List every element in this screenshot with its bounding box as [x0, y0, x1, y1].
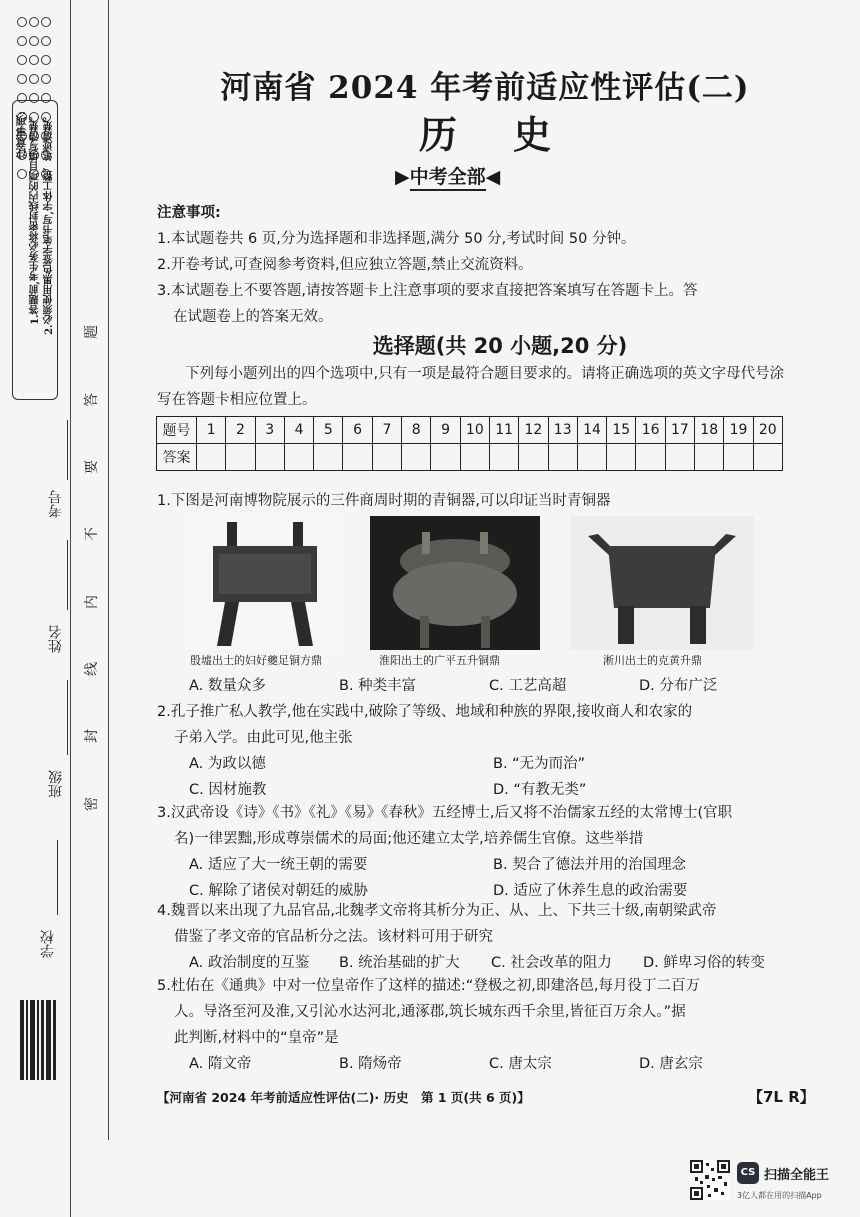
question-1-options	[157, 673, 797, 699]
seal-char: 答	[84, 393, 100, 407]
note-item: 2.开卷考试,可查阅参考资料,但应独立答题,禁止交流资料。	[157, 257, 533, 273]
question-number: 8	[402, 417, 431, 444]
question-number: 16	[636, 417, 665, 444]
seal-char: 内	[84, 595, 100, 609]
answer-cell[interactable]	[284, 444, 313, 471]
triangle-right-icon: ▶	[395, 166, 410, 188]
option-a[interactable]: A. 为政以德	[189, 756, 266, 772]
field-exam-number: 考号	[48, 490, 64, 518]
seal-char: 题	[84, 325, 100, 339]
image-caption: 淮阳出土的广平五升铜鼎	[379, 654, 500, 667]
question-4-stem-cont: 借鉴了孝文帝的官品析分之法。该材料可用于研究	[174, 929, 493, 945]
question-number: 6	[343, 417, 372, 444]
question-number: 19	[724, 417, 753, 444]
qr-code-icon	[690, 1160, 730, 1200]
field-class: 班级	[48, 770, 64, 798]
option-a[interactable]: A. 适应了大一统王朝的需要	[189, 857, 368, 873]
answer-cell[interactable]	[197, 444, 226, 471]
seal-char: 不	[84, 527, 100, 541]
image-caption: 淅川出土的克黄升鼎	[603, 654, 702, 667]
answer-cell[interactable]	[314, 444, 343, 471]
seal-char: 密	[84, 797, 100, 811]
question-number: 2	[226, 417, 255, 444]
answer-cell[interactable]	[402, 444, 431, 471]
option-a[interactable]: A. 政治制度的互鉴	[189, 955, 310, 971]
answer-cell[interactable]	[431, 444, 460, 471]
option-d[interactable]: D. 唐玄宗	[639, 1056, 703, 1072]
note-item: 1.本试题卷共 6 页,分为选择题和非选择题,满分 50 分,考试时间 50 分钟。	[157, 231, 636, 247]
option-d[interactable]: D. “有教无类”	[493, 782, 587, 798]
exam-scope-badge	[395, 162, 500, 189]
option-a[interactable]: A. 数量众多	[189, 678, 266, 694]
answer-table-header-row	[157, 417, 783, 444]
question-2	[157, 699, 797, 803]
question-5-stem-cont: 此判断,材料中的“皇帝”是	[174, 1030, 339, 1046]
margin-notice-line2: 2.必须使用黑色签字笔书写,字体工整、笔迹清楚。	[44, 111, 55, 335]
camscanner-logo-icon: CS	[737, 1162, 759, 1184]
question-5-stem-cont: 人。导洛至河及淮,又引沁水达河北,通涿郡,筑长城东西千余里,皆征百万余人。”据	[174, 1004, 686, 1020]
seal-char: 线	[84, 662, 100, 676]
field-class-line[interactable]	[67, 680, 68, 755]
question-number: 4	[284, 417, 313, 444]
section-instruction: 下列每小题列出的四个选项中,只有一项是最符合题目要求的。请将正确选项的英文字母代号涂写在答题卡相应位置上。	[157, 366, 785, 408]
option-a[interactable]: A. 隋文帝	[189, 1056, 252, 1072]
answer-cell[interactable]	[343, 444, 372, 471]
note-item: 3.本试题卷上不要答题,请按答题卡上注意事项的要求直接把答案填写在答题卡上。答	[157, 283, 698, 299]
margin-cut-line	[70, 0, 71, 1217]
option-c[interactable]: C. 唐太宗	[489, 1056, 552, 1072]
bronze-round-ding-image	[370, 516, 540, 650]
answer-cell[interactable]	[372, 444, 401, 471]
scanner-tagline: 3亿人都在用的扫描App	[737, 1191, 822, 1200]
option-c[interactable]: C. 解除了诸侯对朝廷的威胁	[189, 883, 368, 899]
field-school-line[interactable]	[57, 840, 58, 915]
answer-cell[interactable]	[460, 444, 489, 471]
answer-cell[interactable]	[255, 444, 284, 471]
image-caption: 殷墟出土的妇好夔足铜方鼎	[190, 654, 322, 667]
bronze-sheng-ding-image	[570, 516, 754, 650]
answer-table-answer-row	[157, 444, 783, 471]
question-5	[157, 973, 797, 1077]
section-title: 选择题(共 20 小题,20 分)	[372, 334, 628, 358]
exam-title: 河南省 2024 年考前适应性评估(二)	[220, 70, 750, 106]
scanner-app-name: 扫描全能王	[764, 1168, 830, 1183]
subject-title: 历史	[418, 112, 607, 157]
option-c[interactable]: C. 社会改革的阻力	[491, 955, 612, 971]
question-number: 13	[548, 417, 577, 444]
question-1-stem: 1.下图是河南博物院展示的三件商周时期的青铜器,可以印证当时青铜器	[157, 493, 611, 509]
question-3-stem: 3.汉武帝设《诗》《书》《礼》《易》《春秋》五经博士,后又将不治儒家五经的太常博士(官职	[157, 805, 733, 821]
answer-cell[interactable]	[607, 444, 636, 471]
question-number: 12	[519, 417, 548, 444]
field-exam-number-line[interactable]	[67, 420, 68, 480]
paper-code: 【7L R】	[748, 1088, 815, 1106]
answer-cell[interactable]	[519, 444, 548, 471]
notes-heading: 注意事项:	[157, 205, 221, 221]
question-number: 18	[695, 417, 724, 444]
answer-cell[interactable]	[577, 444, 606, 471]
bronze-square-ding-image	[185, 516, 345, 650]
question-number: 5	[314, 417, 343, 444]
option-c[interactable]: C. 因材施教	[189, 782, 267, 798]
question-number: 17	[665, 417, 694, 444]
seal-char: 要	[84, 460, 100, 474]
option-b[interactable]: B. 隋炀帝	[339, 1056, 402, 1072]
option-b[interactable]: B. 契合了德法并用的治国理念	[493, 857, 687, 873]
badge-label: 中考全部	[410, 166, 486, 191]
question-4	[157, 898, 797, 976]
option-d[interactable]: D. 分布广泛	[639, 678, 718, 694]
margin-notice-title: 注意事项:	[15, 111, 28, 160]
triangle-left-icon: ◀	[485, 166, 501, 188]
answer-cell[interactable]	[695, 444, 724, 471]
question-number: 10	[460, 417, 489, 444]
question-number: 7	[372, 417, 401, 444]
answer-cell[interactable]	[548, 444, 577, 471]
option-c[interactable]: C. 工艺高超	[489, 678, 567, 694]
margin-notice-line1: 1.答题前,考生务必将密封线内的项目填写清楚。	[30, 111, 41, 325]
option-b[interactable]: B. 统治基础的扩大	[339, 955, 460, 971]
seal-char: 封	[84, 729, 100, 743]
question-number: 1	[197, 417, 226, 444]
answer-cell[interactable]	[489, 444, 518, 471]
field-name: 姓名	[48, 625, 64, 653]
answer-cell[interactable]	[636, 444, 665, 471]
question-2-stem: 2.孔子推广私人教学,他在实践中,破除了等级、地域和种族的界限,接收商人和农家的	[157, 704, 693, 720]
question-number: 14	[577, 417, 606, 444]
question-number: 9	[431, 417, 460, 444]
question-number: 20	[753, 417, 782, 444]
answer-table-label: 答案	[157, 444, 197, 471]
option-d[interactable]: D. 鲜卑习俗的转变	[643, 955, 765, 971]
margin-notice-box	[12, 100, 58, 400]
answer-table	[156, 416, 783, 471]
field-name-line[interactable]	[67, 540, 68, 610]
answer-cell[interactable]	[226, 444, 255, 471]
question-5-stem: 5.杜佑在《通典》中对一位皇帝作了这样的描述:“登极之初,即建洛邑,每月役丁二百万	[157, 978, 700, 994]
note-item: 在试题卷上的答案无效。	[173, 309, 333, 325]
question-4-stem: 4.魏晋以来出现了九品官品,北魏孝文帝将其析分为正、从、上、下共三十级,南朝梁武帝	[157, 903, 717, 919]
seal-line	[108, 0, 109, 1140]
question-number: 11	[489, 417, 518, 444]
field-school: 学校	[40, 930, 56, 958]
answer-cell[interactable]	[753, 444, 782, 471]
barcode-icon	[18, 1000, 58, 1080]
exam-notes	[157, 200, 797, 330]
option-d[interactable]: D. 适应了休养生息的政治需要	[493, 883, 688, 899]
option-b[interactable]: B. 种类丰富	[339, 678, 417, 694]
question-3-stem-cont: 名)一律罢黜,形成尊崇儒术的局面;他还建立太学,培养儒生官僚。这些举措	[174, 831, 644, 847]
question-number: 15	[607, 417, 636, 444]
option-b[interactable]: B. “无为而治”	[493, 756, 586, 772]
question-number: 3	[255, 417, 284, 444]
answer-table-label: 题号	[157, 417, 197, 444]
question-3	[157, 800, 797, 904]
answer-cell[interactable]	[665, 444, 694, 471]
question-2-stem-cont: 子弟入学。由此可见,他主张	[174, 730, 353, 746]
answer-cell[interactable]	[724, 444, 753, 471]
page-footer: 【河南省 2024 年考前适应性评估(二)· 历史 第 1 页(共 6 页)】	[157, 1090, 530, 1105]
